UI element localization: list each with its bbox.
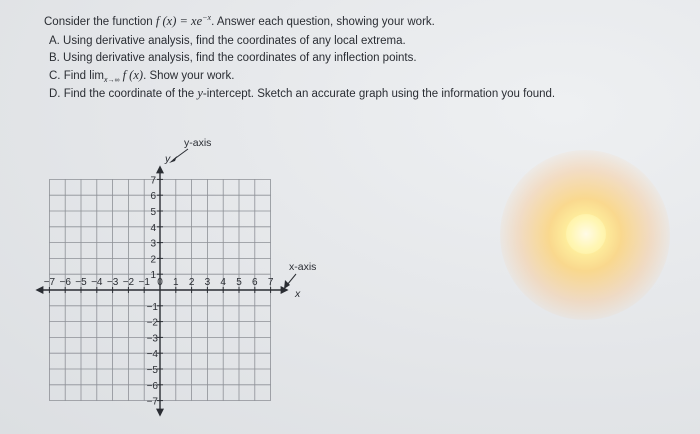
y-tick-label: 3 (150, 238, 156, 250)
y-tick-label: 6 (150, 191, 156, 203)
question-d: D. Find the coordinate of the y-intercept. Sketch an accurate graph using the information you found. (49, 86, 556, 100)
y-tick-label: −3 (146, 333, 158, 345)
x-tick-label: 6 (252, 277, 258, 288)
x-axis-label-arrowhead (284, 280, 290, 289)
x-letter: x (295, 288, 301, 300)
x-tick-label: 0 (157, 277, 163, 288)
y-tick-labels (147, 175, 159, 407)
x-tick-label: −7 (43, 277, 56, 288)
question-b: B. Using derivative analysis, find the coordinates of any inflection points. (49, 52, 417, 64)
y-tick-label: −5 (146, 365, 158, 376)
y-axis-label: y-axis (184, 137, 212, 149)
x-tick-labels (44, 277, 274, 288)
y-tick-label: 4 (150, 222, 156, 234)
y-axis-arrow-down (156, 409, 164, 417)
y-tick-label: −7 (146, 396, 158, 408)
x-tick-label: 5 (236, 277, 242, 288)
y-tick-label: −6 (146, 380, 158, 392)
x-axis-label: x-axis (289, 261, 317, 273)
x-tick-label: 2 (188, 277, 195, 288)
y-tick-label: −1 (146, 301, 158, 313)
axes (35, 165, 288, 416)
y-letter: y (165, 153, 171, 165)
y-tick-label: 1 (150, 270, 156, 282)
question-c: C. Find $\lim_{x\to\infty} f$ (x). Show your work. (49, 68, 235, 84)
y-axis-arrow-up (156, 165, 164, 173)
x-tick-label: −4 (91, 277, 103, 288)
problem-intro: Consider the function f $(x) = xe^{-x}$. Answer each question, showing your work. (44, 13, 435, 28)
x-tick-label: 7 (267, 277, 274, 288)
x-tick-label: −6 (59, 277, 71, 288)
y-tick-label: 2 (150, 254, 156, 266)
x-tick-label: 1 (173, 277, 179, 288)
y-tick-label: 7 (150, 175, 156, 187)
x-tick-label: 3 (204, 277, 211, 288)
question-a: A. Using derivative analysis, find the coordinates of any local extrema. (49, 35, 406, 47)
y-tick-label: 5 (150, 207, 156, 218)
x-tick-label: −3 (106, 277, 119, 288)
x-tick-label: 4 (220, 277, 226, 288)
x-tick-label: −1 (138, 277, 150, 288)
x-tick-label: −5 (75, 277, 87, 288)
x-tick-label: −2 (122, 277, 135, 288)
x-axis-arrow-left (35, 286, 43, 294)
y-tick-label: −2 (146, 317, 158, 329)
y-tick-label: −4 (146, 349, 158, 361)
